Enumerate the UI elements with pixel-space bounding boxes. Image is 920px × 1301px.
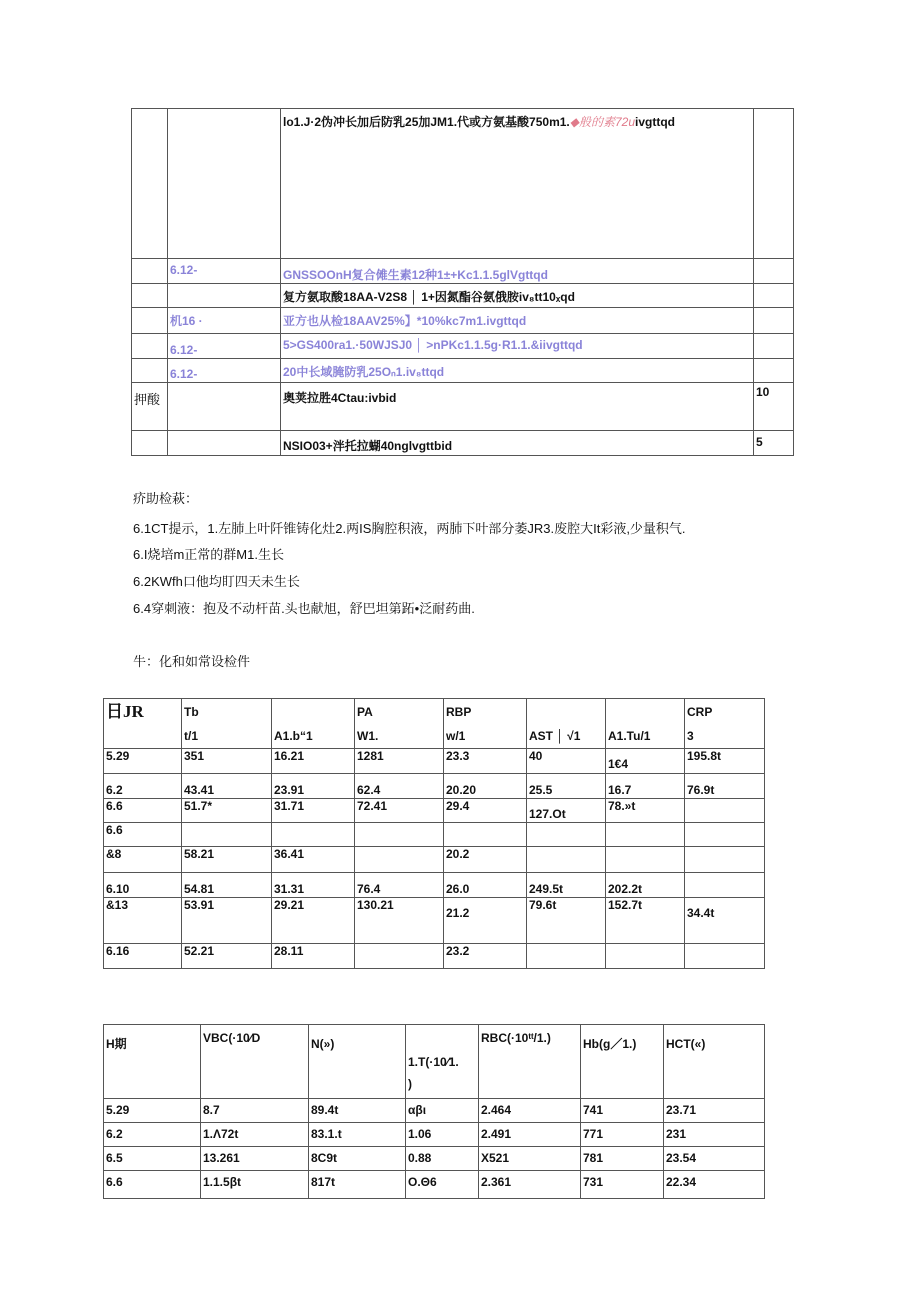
- header-line: PA: [357, 705, 373, 719]
- cell: [132, 259, 168, 284]
- notes-line: 6.2KWfh口他均盯四天未生长: [133, 574, 300, 589]
- table-cell: 1281: [355, 749, 444, 774]
- cell: [132, 109, 168, 259]
- table-row: [104, 799, 765, 823]
- order-text-suffix: ivgttqd: [635, 115, 676, 129]
- table-cell: [685, 873, 765, 898]
- column-header: [444, 699, 527, 749]
- header-line: [608, 699, 682, 723]
- table-cell: [685, 944, 765, 969]
- header-line: [274, 699, 352, 723]
- table-cell: 202.2t: [606, 873, 685, 898]
- cell: [132, 284, 168, 308]
- cell: GNSSOOnH复合傩生素12种1±+Kc1.1.5glVgttqd: [281, 259, 754, 284]
- header-line: A1.Tu/1: [608, 729, 651, 743]
- column-header: [527, 699, 606, 749]
- table-cell: 6.10: [104, 873, 182, 898]
- table-cell: [685, 823, 765, 847]
- table-row: [132, 109, 794, 259]
- header-line: [106, 723, 179, 747]
- column-header: VBC(·10⁄D: [201, 1025, 309, 1099]
- table-cell: 2.361: [479, 1171, 581, 1199]
- cell: 复方氨取酸18AA-V2S8 │ 1+因氮酯谷氨俄胺iv₈tt10ₓqd: [281, 284, 754, 308]
- table-cell: 2.464: [479, 1099, 581, 1123]
- column-header: N(»): [309, 1025, 406, 1099]
- table-row: [104, 898, 765, 944]
- table-cell: 249.5t: [527, 873, 606, 898]
- section-heading: 牛：化和如常设检件: [133, 654, 251, 669]
- cell: 10: [754, 383, 794, 431]
- table-cell: 28.11: [272, 944, 355, 969]
- table-cell: 1€4: [606, 749, 685, 774]
- cell: [132, 334, 168, 359]
- table-cell: 26.0: [444, 873, 527, 898]
- table-cell: 52.21: [182, 944, 272, 969]
- table-cell: 6.6: [104, 799, 182, 823]
- table-cell: 43.41: [182, 774, 272, 799]
- table-cell: 23.3: [444, 749, 527, 774]
- orders-table: [131, 108, 794, 456]
- table-cell: 731: [581, 1171, 664, 1199]
- table-cell: &13: [104, 898, 182, 944]
- table-cell: 23.2: [444, 944, 527, 969]
- cell: [168, 383, 281, 431]
- table-row: [104, 1147, 765, 1171]
- column-header: 1.T(·10⁄1. ): [406, 1025, 479, 1099]
- header-line: AST │ √1: [529, 729, 581, 743]
- table-cell: [527, 944, 606, 969]
- cell: 6.12-: [168, 259, 281, 284]
- blood-routine-table: [103, 1024, 765, 1199]
- cell: [168, 431, 281, 456]
- table-cell: 23.71: [664, 1099, 765, 1123]
- table-cell: 5.29: [104, 1099, 201, 1123]
- cell: 5>GS400ra1.·50WJSJ0 │ >nPKc1.1.5g·R1.1.&iivgttqd: [281, 334, 754, 359]
- table-cell: 29.4: [444, 799, 527, 823]
- table-cell: 5.29: [104, 749, 182, 774]
- cell: [168, 109, 281, 259]
- table-cell: 0.88: [406, 1147, 479, 1171]
- table-cell: [685, 799, 765, 823]
- table-cell: 29.21: [272, 898, 355, 944]
- table-cell: 195.8t: [685, 749, 765, 774]
- cell: [754, 109, 794, 259]
- notes-line: 6.1CT提示，1.左肺上叶阡锥铸化灶2.两IS胸腔积液，两肺下叶部分萎JR3.废腔大It彩液,少量积气.: [133, 521, 686, 536]
- cell: NSIO03+泮托拉蝴40nglvgttbid: [281, 431, 754, 456]
- table-cell: 53.91: [182, 898, 272, 944]
- table-cell: 127.Ot: [527, 799, 606, 823]
- table-cell: 6.5: [104, 1147, 201, 1171]
- table-cell: 817t: [309, 1171, 406, 1199]
- table-row: [132, 308, 794, 334]
- table-cell: 76.4: [355, 873, 444, 898]
- table-cell: X521: [479, 1147, 581, 1171]
- table-cell: &8: [104, 847, 182, 873]
- table-cell: 54.81: [182, 873, 272, 898]
- order-text: lo1.J·2伪冲长加后防乳25加JM1.代或方氨基酸750m1.: [283, 115, 570, 129]
- table-cell: 152.7t: [606, 898, 685, 944]
- header-row: [104, 1025, 765, 1099]
- table-cell: [182, 823, 272, 847]
- cell: 6.12-: [168, 359, 281, 383]
- table-cell: 1.1.5βt: [201, 1171, 309, 1199]
- table-cell: O.Θ6: [406, 1171, 479, 1199]
- header-line: t/1: [184, 729, 199, 743]
- table-cell: 20.20: [444, 774, 527, 799]
- table-cell: 6.2: [104, 1123, 201, 1147]
- table-cell: 8.7: [201, 1099, 309, 1123]
- table-cell: [606, 944, 685, 969]
- table-row: [104, 1171, 765, 1199]
- table-cell: [355, 823, 444, 847]
- header-line: A1.b“1: [274, 729, 313, 743]
- table-cell: [606, 823, 685, 847]
- table-cell: 79.6t: [527, 898, 606, 944]
- table-cell: 23.91: [272, 774, 355, 799]
- header-line: [529, 699, 603, 723]
- table-row: [132, 284, 794, 308]
- cell: 机16 ·: [168, 308, 281, 334]
- header-line: W1.: [357, 729, 379, 743]
- table-cell: 741: [581, 1099, 664, 1123]
- cell: 20中长域腌防乳25Oₙ1.iv₈ttqd: [281, 359, 754, 383]
- table-cell: 21.2: [444, 898, 527, 944]
- header-line: 日JR: [106, 702, 144, 721]
- column-header: RBC(·10ᵗᵗ/1.): [479, 1025, 581, 1099]
- table-cell: 2.491: [479, 1123, 581, 1147]
- cell: 亚方也从检18AAV25%】*10%kc7m1.ivgttqd: [281, 308, 754, 334]
- header-row: [104, 699, 765, 749]
- table-cell: 36.41: [272, 847, 355, 873]
- table-cell: [444, 823, 527, 847]
- table-cell: αβι: [406, 1099, 479, 1123]
- notes-line: 6.I烧培m正常的群M1.生长: [133, 547, 284, 562]
- table-cell: 25.5: [527, 774, 606, 799]
- header-line: RBP: [446, 705, 472, 719]
- biochem-table: [103, 698, 765, 969]
- table-cell: 13.261: [201, 1147, 309, 1171]
- table-cell: 31.71: [272, 799, 355, 823]
- table-cell: 20.2: [444, 847, 527, 873]
- column-header: [606, 699, 685, 749]
- table-row: [104, 1099, 765, 1123]
- column-header: [685, 699, 765, 749]
- table-row: [132, 359, 794, 383]
- table-cell: 51.7*: [182, 799, 272, 823]
- order-text-highlight: ◆般的素72u: [569, 115, 636, 129]
- cell: [132, 431, 168, 456]
- table-cell: 6.6: [104, 823, 182, 847]
- table-row: [104, 749, 765, 774]
- table-cell: 6.6: [104, 1171, 201, 1199]
- cell: [754, 359, 794, 383]
- table-row: [104, 1123, 765, 1147]
- table-cell: 58.21: [182, 847, 272, 873]
- table-cell: 89.4t: [309, 1099, 406, 1123]
- table-cell: 34.4t: [685, 898, 765, 944]
- cell: [132, 308, 168, 334]
- table-cell: 8C9t: [309, 1147, 406, 1171]
- column-header: [355, 699, 444, 749]
- table-cell: [606, 847, 685, 873]
- table-cell: 16.21: [272, 749, 355, 774]
- table-cell: 31.31: [272, 873, 355, 898]
- cell: [168, 284, 281, 308]
- table-cell: 76.9t: [685, 774, 765, 799]
- table-cell: 771: [581, 1123, 664, 1147]
- cell: [754, 284, 794, 308]
- column-header: [272, 699, 355, 749]
- header-line: Tb: [184, 705, 199, 719]
- column-header: H期: [104, 1025, 201, 1099]
- header-line: CRP: [687, 705, 713, 719]
- table-row: [132, 334, 794, 359]
- table-cell: 351: [182, 749, 272, 774]
- table-cell: 6.16: [104, 944, 182, 969]
- table-cell: 781: [581, 1147, 664, 1171]
- cell: 6.12-: [168, 334, 281, 359]
- table-cell: 16.7: [606, 774, 685, 799]
- table-cell: 78.»t: [606, 799, 685, 823]
- table-cell: 83.1.t: [309, 1123, 406, 1147]
- column-header: [104, 699, 182, 749]
- table-cell: 62.4: [355, 774, 444, 799]
- table-cell: [527, 823, 606, 847]
- table-row: [104, 774, 765, 799]
- table-cell: [355, 847, 444, 873]
- header-line: w/1: [446, 729, 466, 743]
- table-cell: 6.2: [104, 774, 182, 799]
- table-row: [132, 431, 794, 456]
- cell: 5: [754, 431, 794, 456]
- cell: [132, 359, 168, 383]
- table-cell: 72.41: [355, 799, 444, 823]
- table-row: [104, 873, 765, 898]
- column-header: HCT(«): [664, 1025, 765, 1099]
- table-cell: [272, 823, 355, 847]
- column-header: [182, 699, 272, 749]
- table-cell: 231: [664, 1123, 765, 1147]
- table-row: [104, 847, 765, 873]
- table-cell: 1.Λ72t: [201, 1123, 309, 1147]
- column-header: Hb(g／1.): [581, 1025, 664, 1099]
- cell: [281, 109, 754, 259]
- table-row: [104, 944, 765, 969]
- cell: 押酸: [132, 383, 168, 431]
- table-row: [132, 259, 794, 284]
- table-cell: [527, 847, 606, 873]
- notes-line: 6.4穿刺液：抱及不动杆苗.头也献旭，舒巴坦第跖•泛耐药曲.: [133, 601, 475, 616]
- table-row: [104, 823, 765, 847]
- header-line: 3: [687, 729, 694, 743]
- cell: [754, 259, 794, 284]
- cell: 奥荚拉胜4Ctau:ivbid: [281, 383, 754, 431]
- table-cell: 130.21: [355, 898, 444, 944]
- cell: [754, 334, 794, 359]
- table-cell: [685, 847, 765, 873]
- table-cell: [355, 944, 444, 969]
- table-cell: 23.54: [664, 1147, 765, 1171]
- cell: [754, 308, 794, 334]
- table-cell: 40: [527, 749, 606, 774]
- table-cell: 1.06: [406, 1123, 479, 1147]
- table-row: [132, 383, 794, 431]
- table-cell: 22.34: [664, 1171, 765, 1199]
- notes-heading: 疥助检萩：: [133, 491, 199, 506]
